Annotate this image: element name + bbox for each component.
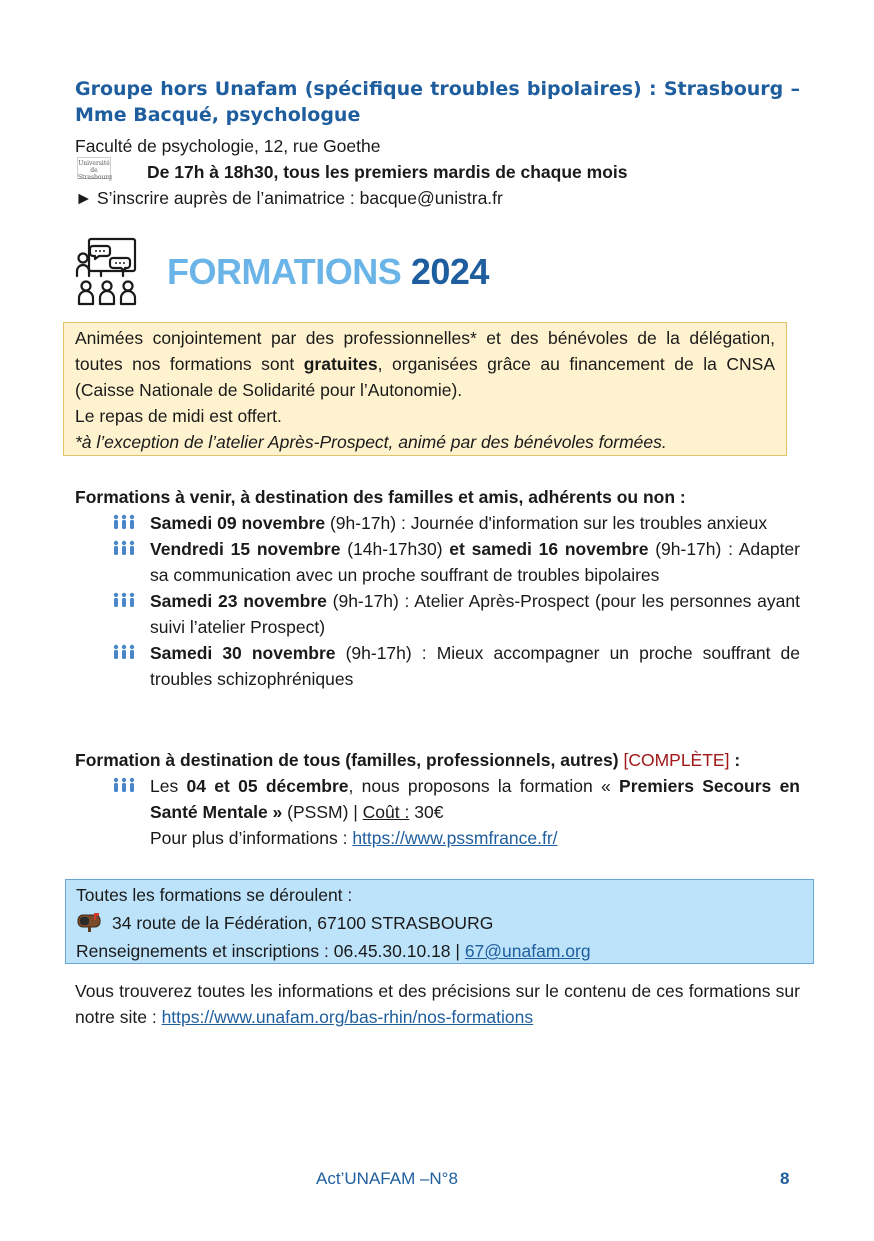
event-date: Vendredi 15 novembre — [150, 539, 341, 559]
intro-paragraph — [75, 325, 775, 403]
intro-footnote: *à l’exception de l’atelier Après-Prospect, animé par des bénévoles formées. — [75, 432, 667, 452]
mailbox-icon — [76, 912, 104, 932]
event-desc: Journée d'information sur les troubles anxieux — [410, 513, 768, 533]
event-date: Samedi 30 novembre — [150, 643, 336, 663]
event-desc: Adapter sa communication avec un proche souffrant de troubles bipolaires — [150, 539, 800, 585]
list-item — [112, 773, 800, 851]
triangle-right-icon: ► — [75, 188, 93, 208]
pssm-name: Premiers Secours en Santé Mentale » — [150, 776, 800, 822]
pssm-cost-label: Coût : — [362, 802, 410, 822]
event-desc: Atelier Après-Prospect (pour les personnes ayant suivi l’atelier Prospect) — [150, 591, 800, 637]
location-box — [65, 879, 814, 964]
location-intro: Toutes les formations se déroulent : — [76, 885, 353, 905]
all-formation-colon: : — [729, 750, 741, 770]
intro-bold-word: gratuites — [303, 354, 378, 374]
list-item — [112, 536, 800, 588]
location-contact — [76, 937, 803, 965]
location-email-link[interactable]: 67@unafam.org — [464, 941, 591, 961]
pssm-les: Les — [150, 776, 187, 796]
group-title: Groupe hors Unafam (spécifique troubles bipolaires) : Strasbourg – Mme Bacqué, psychologue — [75, 78, 800, 126]
page-number: 8 — [780, 1169, 790, 1188]
people-bullet-icon — [112, 592, 136, 608]
intro-lunch: Le repas de midi est offert. — [75, 406, 282, 426]
people-bullet-icon — [112, 540, 136, 556]
location-address-line — [76, 909, 803, 937]
group-address: Faculté de psychologie, 12, rue Goethe — [75, 136, 381, 156]
university-logo-text: Université de Strasbourg — [78, 160, 113, 181]
pssm-info-label: Pour plus d’informations : — [150, 828, 353, 848]
event-time: (14h-17h30) — [340, 539, 450, 559]
list-item — [112, 588, 800, 640]
all-formation-title-text: Formation à destination de tous (familles, professionnels, autres) — [75, 750, 619, 770]
site-info-text: Vous trouverez toutes les informations et des précisions sur le contenu de ces formations sur notre site : — [75, 981, 800, 1027]
all-formation-title — [75, 747, 800, 773]
status-badge: [COMPLÈTE] — [623, 750, 730, 770]
formations-heading-word: FORMATIONS — [167, 251, 402, 292]
people-bullet-icon — [112, 644, 136, 660]
intro-box — [63, 322, 787, 456]
people-bullet-icon — [112, 514, 136, 530]
event-time: (9h-17h) : — [325, 513, 411, 533]
pssm-info-link[interactable]: https://www.pssmfrance.fr/ — [352, 828, 558, 848]
event-date-2: et samedi 16 novembre — [449, 539, 649, 559]
intro-text-after: , organisées grâce au financement de la CNSA (Caisse Nationale de Solidarité pour l’Autonomie). — [75, 354, 775, 400]
footer-publication: Act’UNAFAM –N°8 — [316, 1169, 458, 1188]
pssm-block — [112, 773, 800, 851]
location-address: 34 route de la Fédération, 67100 STRASBOURG — [112, 913, 494, 933]
upcoming-title: Formations à venir, à destination des familles et amis, adhérents ou non : — [75, 487, 686, 507]
university-logo — [77, 157, 111, 179]
event-date: Samedi 23 novembre — [150, 591, 327, 611]
site-info — [75, 978, 800, 1030]
event-time: (9h-17h) : — [326, 591, 415, 611]
group-register — [75, 185, 503, 211]
group-register-text: S’inscrire auprès de l’animatrice : bacque@unistra.fr — [97, 188, 503, 208]
site-info-link[interactable]: https://www.unafam.org/bas-rhin/nos-formations — [161, 1007, 534, 1027]
event-desc: Mieux accompagner un proche souffrant de troubles schizophréniques — [150, 643, 800, 689]
people-bullet-icon — [112, 777, 136, 793]
group-schedule: De 17h à 18h30, tous les premiers mardis de chaque mois — [147, 162, 628, 182]
pssm-mid: , nous proposons la formation « — [348, 776, 620, 796]
pssm-cost-value: 30€ — [409, 802, 444, 822]
pssm-dates: 04 et 05 décembre — [186, 776, 349, 796]
pssm-abbr: (PSSM) | — [282, 802, 363, 822]
event-time-2: (9h-17h) : — [648, 539, 739, 559]
list-item — [112, 640, 800, 692]
event-list — [112, 510, 800, 692]
event-time: (9h-17h) : — [335, 643, 437, 663]
training-presentation-icon — [75, 236, 143, 306]
intro-text-before: Animées conjointement par des professionnelles* et des bénévoles de la délégation, toutes nos formations sont — [75, 328, 775, 374]
formations-heading-year: 2024 — [410, 251, 489, 292]
location-contact-label: Renseignements et inscriptions : 06.45.30.10.18 | — [76, 941, 465, 961]
pssm-info — [150, 825, 800, 851]
formations-heading — [167, 250, 489, 294]
event-date: Samedi 09 novembre — [150, 513, 326, 533]
list-item — [112, 510, 800, 536]
